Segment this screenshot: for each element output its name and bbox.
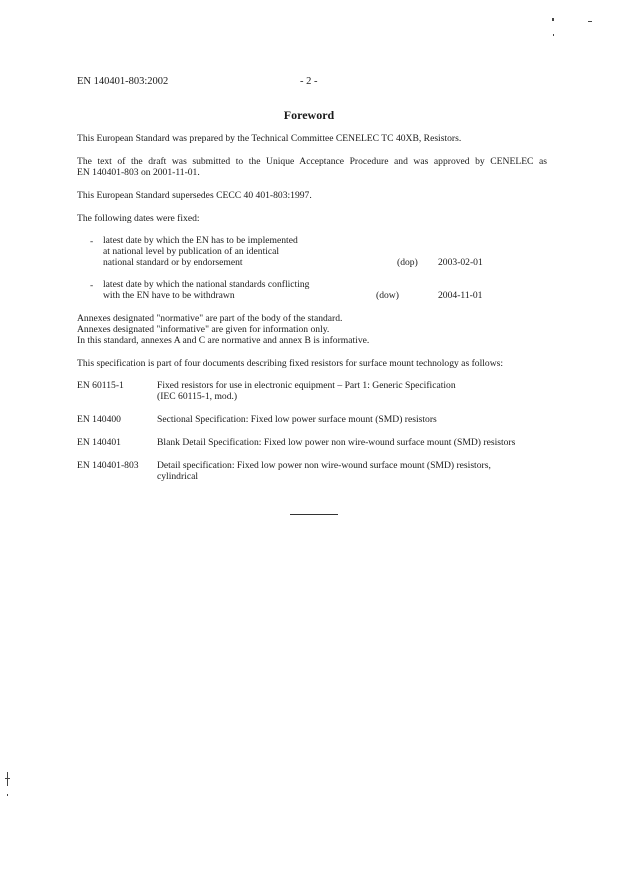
paragraph-draft-line1: The text of the draft was submitted to the Unique Acceptance Procedure and was approved by CENELEC as: [77, 156, 547, 167]
doc-ref-en60115-1: EN 60115-1: [77, 380, 124, 391]
doc-desc-en140401: Blank Detail Specification: Fixed low power non wire-wound surface mount (SMD) resistors: [157, 437, 516, 448]
scan-speck: [7, 794, 8, 796]
scan-speck: [553, 34, 554, 36]
paragraph-prepared-by: This European Standard was prepared by the Technical Committee CENELEC TC 40XB, Resistors.: [77, 133, 462, 144]
scan-speck: [552, 18, 554, 21]
paragraph-draft-line2: EN 140401-803 on 2001-11-01.: [77, 167, 200, 178]
paragraph-supersedes: This European Standard supersedes CECC 40 401-803:1997.: [77, 190, 312, 201]
doc-desc-en60115-1-line1: Fixed resistors for use in electronic equipment – Part 1: Generic Specification: [157, 380, 456, 391]
paragraph-spec-intro: This specification is part of four documents describing fixed resistors for surface mount technology as follows:: [77, 358, 504, 369]
doc-desc-en140401-803-line1: Detail specification: Fixed low power non wire-wound surface mount (SMD) resistors,: [157, 460, 491, 471]
scan-speck: [7, 772, 8, 786]
date-item-dop-line3: national standard or by endorsement: [103, 257, 243, 268]
date-item-dop-line1: latest date by which the EN has to be implemented: [103, 235, 298, 246]
date-value-dop: 2003-02-01: [438, 257, 483, 268]
annex-line-informative: Annexes designated "informative" are given for information only.: [77, 324, 330, 335]
date-item-dow-line1: latest date by which the national standards conflicting: [103, 279, 310, 290]
doc-ref-en140401-803: EN 140401-803: [77, 460, 139, 471]
date-value-dow: 2004-11-01: [438, 290, 483, 301]
paragraph-dates-intro: The following dates were fixed:: [77, 213, 200, 224]
doc-ref-en140400: EN 140400: [77, 414, 121, 425]
doc-desc-en140400: Sectional Specification: Fixed low power surface mount (SMD) resistors: [157, 414, 437, 425]
end-divider: [290, 514, 338, 515]
annex-line-this-standard: In this standard, annexes A and C are normative and annex B is informative.: [77, 335, 370, 346]
date-item-dop-line2: at national level by publication of an identical: [103, 246, 280, 257]
date-code-dow: (dow): [376, 290, 399, 301]
date-code-dop: (dop): [397, 257, 418, 268]
page-title: Foreword: [283, 108, 335, 122]
date-item-dow-line2: with the EN have to be withdrawn: [103, 290, 235, 301]
annex-line-normative: Annexes designated "normative" are part of the body of the standard.: [77, 313, 343, 324]
doc-desc-en60115-1-line2: (IEC 60115-1, mod.): [157, 391, 238, 402]
scan-speck: [588, 21, 592, 22]
list-bullet: -: [90, 236, 94, 247]
doc-desc-en140401-803-line2: cylindrical: [157, 471, 199, 482]
page-number: - 2 -: [300, 76, 318, 87]
doc-ref-en140401: EN 140401: [77, 437, 121, 448]
list-bullet: -: [90, 280, 94, 291]
scan-speck: [5, 778, 10, 779]
document-id: EN 140401-803:2002: [77, 76, 169, 87]
